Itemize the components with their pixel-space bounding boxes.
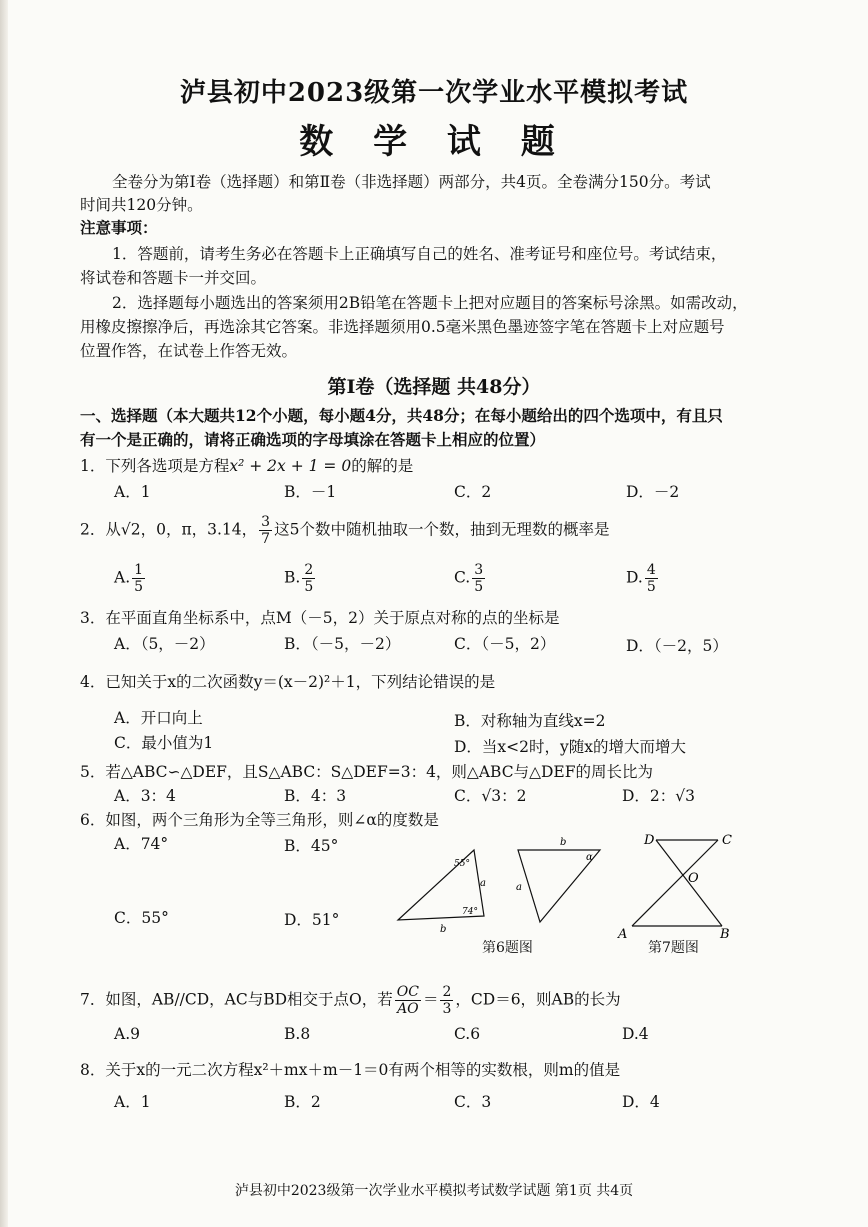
page-footer: 泸县初中2023级第一次学业水平模拟考试数学试题 第1页 共4页 (234, 1183, 634, 1199)
q7-label-c: C (722, 833, 732, 848)
q2-d-num: 4 (646, 562, 656, 578)
q6-alpha: α (586, 852, 593, 863)
q2-option-b (284, 562, 317, 595)
q5-stem: 5．若△ABC∽△DEF，且S△ABC：S△DEF=3：4，则△ABC与△DEF的周长比为 (80, 763, 654, 781)
q5-option-d: D．2：√3 (622, 787, 696, 805)
q7-figure-caption: 第7题图 (648, 940, 699, 956)
q6-option-d: D．51° (284, 911, 340, 929)
q1-stem (80, 456, 413, 476)
q1-option-c: C．2 (454, 483, 492, 501)
q8-option-d: D．4 (622, 1093, 660, 1111)
q6-side-a-right: a (516, 882, 522, 893)
q2-c-den: 5 (474, 579, 484, 595)
q7-option-b: B.8 (284, 1025, 311, 1043)
notice-2a: 2．选择题每小题选出的答案须用2B铅笔在答题卡上把对应题目的答案标号涂黑。如需改动， (112, 294, 748, 312)
q2-d-label: D. (626, 568, 643, 587)
q8-option-b: B．2 (284, 1093, 321, 1111)
notice-title: 注意事项： (80, 218, 158, 237)
q8-option-c: C．3 (454, 1093, 492, 1111)
q7-option-a: A.9 (114, 1025, 140, 1043)
q2-d-den: 5 (646, 579, 656, 595)
q1-equation: x² + 2x + 1 = 0 (229, 457, 352, 475)
q5-option-b: B．4：3 (284, 787, 347, 805)
q4-option-b: B．对称轴为直线x=2 (454, 712, 606, 730)
q8-stem: 8．关于x的一元二次方程x²＋mx＋m－1＝0有两个相等的实数根，则m的值是 (80, 1061, 621, 1079)
q2-a-label: A. (114, 568, 131, 587)
q6-option-b: B．45° (284, 837, 339, 855)
q5-option-c: C．√3：2 (454, 787, 527, 805)
q6-option-a: A．74° (114, 835, 169, 853)
q3-option-b: B．（－5，－2） (284, 635, 401, 653)
q7-f2-den: 3 (442, 1001, 452, 1017)
intro-line-1: 全卷分为第Ⅰ卷（选择题）和第Ⅱ卷（非选择题）两部分，共4页。全卷满分150分。考试 (112, 173, 711, 191)
q6-angle-55: 55° (454, 859, 470, 869)
q3-stem: 3．在平面直角坐标系中，点M（－5，2）关于原点对称的点的坐标是 (80, 609, 560, 627)
q7-stem (80, 984, 621, 1017)
q2-option-d (626, 562, 660, 595)
q1-option-d: D．－2 (626, 483, 680, 501)
q2-c-num: 3 (474, 562, 484, 578)
notice-2c: 位置作答，在试卷上作答无效。 (80, 342, 298, 360)
q8-option-a: A．1 (114, 1093, 151, 1111)
q6-angle-74: 74° (462, 907, 478, 917)
q4-option-a: A．开口向上 (114, 709, 203, 727)
q2-stem-b: 这5个数中随机抽取一个数，抽到无理数的概率是 (274, 520, 610, 539)
q7-stem-b: ，CD＝6，则AB的长为 (455, 990, 621, 1009)
q7-fraction-2 (440, 984, 453, 1017)
q4-stem: 4．已知关于x的二次函数y＝(x－2)²＋1，下列结论错误的是 (80, 673, 496, 691)
q6-option-c: C．55° (114, 909, 169, 927)
q7-fraction-1 (395, 984, 421, 1017)
q2-a-num: 1 (134, 562, 144, 578)
q6-stem: 6．如图，两个三角形为全等三角形，则∠α的度数是 (80, 811, 439, 829)
notice-1a: 1．答题前，请考生务必在答题卡上正确填写自己的姓名、准考证号和座位号。考试结束， (112, 245, 727, 263)
q7-segment-ac (632, 840, 718, 926)
q2-option-c (454, 562, 487, 595)
q7-equals: ＝ (422, 990, 439, 1009)
q6-side-b-right: b (560, 837, 567, 848)
q6-side-a-left: a (480, 878, 486, 889)
intro-line-2: 时间共120分钟。 (80, 196, 203, 214)
q6-figure-caption: 第6题图 (482, 940, 533, 956)
q3-option-d: D．（－2，5） (626, 637, 728, 655)
q2-b-den: 5 (304, 579, 314, 595)
q2-stem-a: 2．从√2，0，π，3.14， (80, 520, 258, 539)
q6-figure (390, 836, 610, 936)
q2-a-frac (132, 562, 145, 595)
q2-a-den: 5 (134, 579, 144, 595)
section-instr-2: 有一个是正确的，请将正确选项的字母填涂在答题卡上相应的位置） (80, 430, 546, 449)
q2-fraction (259, 514, 272, 547)
q2-option-a (114, 562, 147, 595)
q1-stem-a: 1．下列各选项是方程 (80, 457, 230, 475)
q2-b-frac (302, 562, 315, 595)
subject-title: 数 学 试 题 (299, 122, 569, 162)
q6-side-b-left: b (440, 924, 447, 935)
q2-stem (80, 514, 609, 547)
notice-2b: 用橡皮擦擦净后，再选涂其它答案。非选择题须用0.5毫米黑色墨迹签字笔在答题卡上对应题号 (80, 318, 725, 336)
q2-d-frac (645, 562, 658, 595)
q1-option-b: B．－1 (284, 483, 337, 501)
q2-fraction-num: 3 (261, 514, 271, 530)
q4-option-c: C．最小值为1 (114, 734, 214, 752)
q7-f1-num: OC (396, 984, 419, 1000)
notice-1b: 将试卷和答题卡一并交回。 (80, 269, 267, 287)
q7-label-b: B (720, 927, 730, 942)
q7-figure (612, 828, 742, 946)
q4-option-d: D．当x<2时，y随x的增大而增大 (454, 738, 687, 756)
q7-option-d: D.4 (622, 1025, 649, 1043)
q7-label-a: A (618, 927, 628, 942)
q7-label-o: O (688, 871, 699, 886)
section-instr-1: 一、选择题（本大题共12个小题，每小题4分，共48分；在每小题给出的四个选项中，有且只 (80, 406, 723, 425)
q2-c-label: C. (454, 568, 471, 587)
q7-f1-den: AO (397, 1001, 419, 1017)
q7-stem-a: 7．如图，AB//CD，AC与BD相交于点O，若 (80, 990, 393, 1009)
q2-c-frac (472, 562, 485, 595)
q1-option-a: A．1 (114, 483, 151, 501)
scan-edge (0, 0, 8, 1227)
q7-option-c: C.6 (454, 1025, 481, 1043)
q2-b-num: 2 (304, 562, 314, 578)
q3-option-c: C．（－5，2） (454, 635, 556, 653)
q7-f2-num: 2 (442, 984, 452, 1000)
q7-label-d: D (644, 833, 655, 848)
section-title: 第Ⅰ卷（选择题 共48分） (327, 376, 541, 398)
q2-fraction-den: 7 (261, 531, 271, 547)
q3-option-a: A．（5，－2） (114, 635, 215, 653)
q2-b-label: B. (284, 568, 301, 587)
exam-title: 泸县初中2023级第一次学业水平模拟考试 (179, 78, 689, 108)
q5-option-a: A．3：4 (114, 787, 176, 805)
q1-stem-b: 的解的是 (351, 457, 414, 475)
